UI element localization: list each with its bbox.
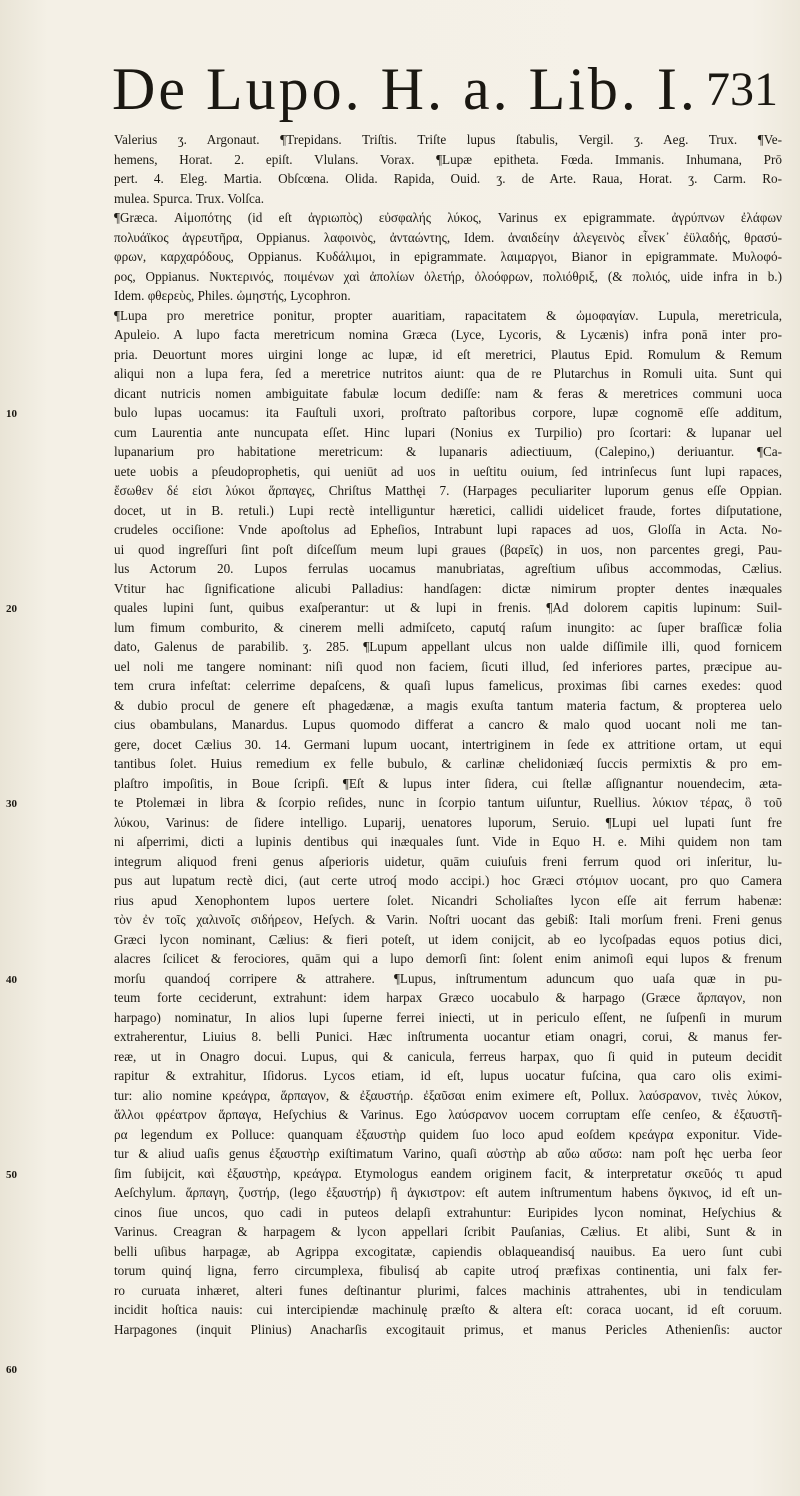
body-text <box>114 130 782 1339</box>
text-line: reæ, ut in Onagro docui. Lupus, qui & canicula, ferreus harpax, quo ſi quid in puteum decidit <box>114 1048 782 1064</box>
text-line: extraherentur, Liuius 8. belli Punici. Hæc inſtrumenta uocantur etiam onagri, corui, & manus fer- <box>114 1029 782 1044</box>
text-line: gere, docet Cælius 30. 14. Germani lupum uocant, intertriginem in ſede ex attritione ortam, ut equi <box>114 736 782 752</box>
text-line: dato, Galenus de parabilib. ʒ. 285. ¶Lupum appellant ulcus non ualde diſſimile illi, quod fornicem <box>114 639 782 654</box>
text-line: uete uobis a pſeudoprophetis, qui ueniūt ad uos in ueſtitu ouium, ſed intrinſecus ſunt lupi rapaces, <box>114 463 782 479</box>
text-line: pria. Deuortunt mores uirgini longe ac lupæ, id eſt meretrici, Plautus Epid. Romulum & Remum <box>114 346 782 362</box>
text-line: ἄλλοι φρέατρον ἅρπαγα, Heſychius & Varinus. Ego λαύσρανον uocem corruptam eſſe cenſeo, & ἐξαυστῆ- <box>114 1107 782 1122</box>
text-line: φρων, καρχαρόδους, Oppianus. Κυδάλιμοι, in epigrammate. λαιμαργοι, Bianor in epigrammate. Μυλοφό- <box>114 249 782 264</box>
margin-line-number: 20 <box>6 603 17 615</box>
text-line: crudeles occiſione: Vnde apoſtolus ad Epheſios, Intrabunt lupi rapaces ad uos, Gloſſa in Acta. No- <box>114 522 782 537</box>
text-line: alacres ſcilicet & ferociores, quām qui a lupo demorſi ſint: ſolent enim animoſi equi lupos & frenum <box>114 951 782 966</box>
text-line: Idem. φθερεὺς, Philes. ὠμηστής, Lycophron. <box>114 288 351 303</box>
text-line: quales lupini ſunt, quibus exaſperantur: ut & lupi in frenis. ¶Ad dolorem capitis lupinum: Suil- <box>114 600 782 615</box>
text-line: Apuleio. A lupo facta meretricum nomina Græca (Lyce, Lycoris, & Lycænis) infra ponā inter pro- <box>114 327 782 342</box>
text-line: tur & aliud uaſis genus ἐξαυστὴρ exiſtimatum Varino, quaſi αὐστὴρ ab αὔω αὔσω: nam poſt hęc uerba ſeor <box>114 1146 782 1161</box>
text-line: rius apud Xenophontem lupos uertere ſolet. Nicandri Scholiaſtes lycon eſſe ait ferrum habenæ: <box>114 892 782 908</box>
text-line: τὸν ἐν τοῖς χαλινοῖς σιδήρεον, Heſych. & Varin. Noſtri uocant das gebiß: Itali morſum freni. Freni genus <box>114 912 782 927</box>
text-line: ui quod ingreſſuri ſint poſt diſceſſum meum lupi graues (βαρεῖς) in uos, non parcentes gregi, Pau- <box>114 541 782 557</box>
text-line: ni aſperrimi, dicti a lupinis dentibus qui inæquales ſunt. Vide in Equo H. e. Mihi quidem non tam <box>114 834 782 849</box>
text-line: dicant nutricis nomen ambiguitate fabulæ locum dediſſe: nam & feras & meretrices communi uoca <box>114 385 782 401</box>
text-line: te Ptolemæi in libra & ſcorpio reſides, nunc in ſcorpio tantum uiſuntur, Ruellius. λύκιον τέρας, ὃ τοῦ <box>114 795 782 810</box>
text-line: Varinus. Creagran & harpagem & lycon appellari ſcribit Pauſanias, Cælius. Et alibi, Sunt & in <box>114 1224 782 1239</box>
text-line: cum Laurentia ante nuncupata eſſet. Hinc lupari (Nonius ex Turpilio) pro ſcortari: & lupanar uel <box>114 424 782 440</box>
text-line: ρα legendum ex Polluce: quanquam ἐξαυστὴρ quidem ſuo loco apud eoſdem κρεάγρα exponitur. Vide- <box>114 1126 782 1142</box>
text-line: docet, ut in B. retuli.) Lupi rectè intelliguntur hæretici, callidi uidelicet fraude, fortes diſputatione, <box>114 502 782 518</box>
text-line: Vtitur hac ſignificatione alicubi Palladius: handſagen: dictæ nimirum propter dentes inæquales <box>114 580 782 596</box>
text-line: harpago) nominatur, In alios lupi ſuperne ferrei iniecti, ut in periculo eſſent, ne ſuſpenſi in murum <box>114 1009 782 1025</box>
text-line: cius obambulans, Manardus. Lupus quomodo differat a cancro & malo quod uocant noli me tan- <box>114 717 782 732</box>
text-line: belli uſibus harpagæ, ab Agrippa excogitatæ, capiendis oblaqueandisq́ nauibus. Ea uero ſunt cubi <box>114 1243 782 1259</box>
text-line: Aeſchylum. ἅρπαγη, ζυστήρ, (lego ἐξαυστήρ) ἢ ἀγκιστρον: eſt autem inſtrumentum habens ὄγκινος, id eſt un- <box>114 1185 782 1200</box>
text-line: plaſtro impoſitis, in Boue ſcripſi. ¶Eſt & lupus inter ſidera, cui ſtellæ aſſignantur nouendecim, æta- <box>114 775 782 791</box>
text-line: tur: alio nomine κρεάγρα, ἅρπαγον, & ἐξαυστήρ. ἐξαῦσαι enim eximere eſt, Pollux. λαύσρανον, τινὲς λύκον, <box>114 1087 782 1103</box>
text-line: bulo lupas uocamus: ita Fauſtuli uxori, proſtrato paſtoribus corpore, lupæ cognomē eſſe additum, <box>114 405 782 420</box>
text-line: ſim ſubijcit, καὶ ἐξαυστὴρ, κρεάγρα. Etymologus eandem originem facit, & interpretatur σκεῦός τι apud <box>114 1165 782 1181</box>
text-line: lus Actorum 20. Lupos ferrulas uocamus manubriatas, agreſtium uſibus accommodas, Cælius. <box>114 561 782 576</box>
text-line: pert. 4. Eleg. Martia. Obſcœna. Olida. Rapida, Ouid. ʒ. de Arte. Raua, Horat. ʒ. Carm. Ro- <box>114 171 782 186</box>
text-line: λύκου, Varinus: de ſidere intelligo. Luparij, uenatores luporum, Seruio. ¶Lupi uel lupati ſunt fre <box>114 814 782 830</box>
text-line: integrum aliquod freni genus aſperioris uidetur, quām cuiuſuis freni ferrum quod ori inſeritur, lu- <box>114 853 782 869</box>
text-line: ¶Græca. Αἱμοπότης (id eſt ἀγριωπὸς) εὐσφαλής λύκος, Varinus ex epigrammate. ἀγρύπνων ἐλάφων <box>114 210 782 225</box>
margin-line-number: 10 <box>6 408 17 420</box>
text-line: ἔσωθεν δέ εἰσι λύκοι ἅρπαγες, Chriſtus Matthęi 7. (Harpages peculiariter luporum genus eſſe Oppian. <box>114 483 782 498</box>
text-line: ro curuata inhæret, alteri funes deſtinantur plurimi, falces machinis attrahentes, ubi in tendiculam <box>114 1282 782 1298</box>
text-line: teum forte ceciderunt, extrahunt: idem harpax Græco uocabulo & harpago (Græce ἅρπαγον, non <box>114 990 782 1005</box>
margin-line-number: 30 <box>6 798 17 810</box>
text-line: tem crura infeſtat: celerrime depaſcens, & quaſi lupus famelicus, proximas ſibi carnes exedes: quod <box>114 678 782 693</box>
text-line: hemens, Horat. 2. epiſt. Vlulans. Vorax. ¶Lupæ epitheta. Fœda. Immanis. Inhumana, Prō <box>114 151 782 167</box>
text-line: tantibus ſolet. Huius remedium ex felle bubulo, & carlinæ chelidoniæq́ ſuccis permixtis & pro em- <box>114 756 782 771</box>
text-line: uel noli me tangere nominant: niſi quod non faciem, ſicuti illud, ſed inferiores partes, præcipue au- <box>114 658 782 674</box>
text-line: & dubio procul de genere eſt phagedænæ, a magis exuſta tantum materia factum, & propterea uelo <box>114 697 782 713</box>
page-header <box>112 52 782 126</box>
text-line: torum quinq́ ligna, ferro circumplexa, fibulisq́ ab capite utroq́ præfixas continentia, uni falx fer- <box>114 1263 782 1278</box>
text-line: ρος, Oppianus. Νυκτερινός, ποιμένων χαὶ ἀπολίων ὀλετήρ, ὀλοόφρων, πολιόθριξ, (& πολιός, uide infra in b.) <box>114 268 782 284</box>
text-line: rapitur & extrahitur, Iſidorus. Lycos etiam, id eſt, lupus uocatur fuſcina, qua caro olis eximi- <box>114 1068 782 1083</box>
text-line: Græci lycon nominant, Cælius: & fieri poteſt, ut idem conijcit, ab eo lycoſpadas equos potius dici, <box>114 931 782 947</box>
text-line: pus aut lupatum rectè dici, (aut certe utroq́ modo accipi.) hoc Græci στόμιον uocant, pro quo Camera <box>114 873 782 888</box>
page-number: 731 <box>706 63 778 116</box>
text-line: aliqui non a lupa fera, ſed a meretrice nutritos aiunt: qua de re Plutarchus in Romuli uita. Sunt qui <box>114 366 782 381</box>
text-line: incidit hoſtica nauis: cui intercipiendæ machinulę præſto & altera eſt: coraca uocant, id eſt coruum. <box>114 1302 782 1317</box>
text-line: πολυάϊκος ἀγρευτῆρα, Oppianus. λαφοινὸς, ἀνταώντης, Idem. ἀναιδείην ἀλεγεινὸς εἶνεκ᾽ ἐϋλαδής, θρασύ- <box>114 229 782 245</box>
line-number-margin <box>0 0 112 1496</box>
text-line: lum fimum comburito, & cinerem melli admiſceto, caputq́ raſum inungito: ac ſuper braſſicæ folia <box>114 619 782 635</box>
text-line: cinos ſiue uncos, quo cadi in puteos delapſi extrahuntur: Euripides lycon nominat, Heſychius & <box>114 1204 782 1220</box>
margin-line-number: 60 <box>6 1363 17 1376</box>
text-line: Valerius ʒ. Argonaut. ¶Trepidans. Triſtis. Triſte lupus ſtabulis, Vergil. ʒ. Aeg. Trux. ¶Ve- <box>114 132 782 147</box>
margin-line-number: 50 <box>6 1168 17 1181</box>
text-line: morſu quandoq́ corripere & attrahere. ¶Lupus, inſtrumentum aduncum quo uaſa quæ in pu- <box>114 970 782 986</box>
text-line: ¶Lupa pro meretrice ponitur, propter auaritiam, rapacitatem & ὠμοφαγίαν. Lupula, meretricula, <box>114 307 782 323</box>
text-line: mulea. Spurca. Trux. Volſca. <box>114 190 265 206</box>
text-line: lupanarium pro habitatione meretricum: & lupanaris adiectiuum, (Calepino,) deriuantur. ¶Ca- <box>114 444 782 459</box>
text-line: Harpagones (inquit Plinius) Anacharſis excogitauit primus, et manus Pericles Athenienſis: auctor <box>114 1321 782 1337</box>
running-title: De Lupo. H. a. Lib. I. <box>112 56 698 122</box>
margin-line-number: 40 <box>6 973 17 986</box>
